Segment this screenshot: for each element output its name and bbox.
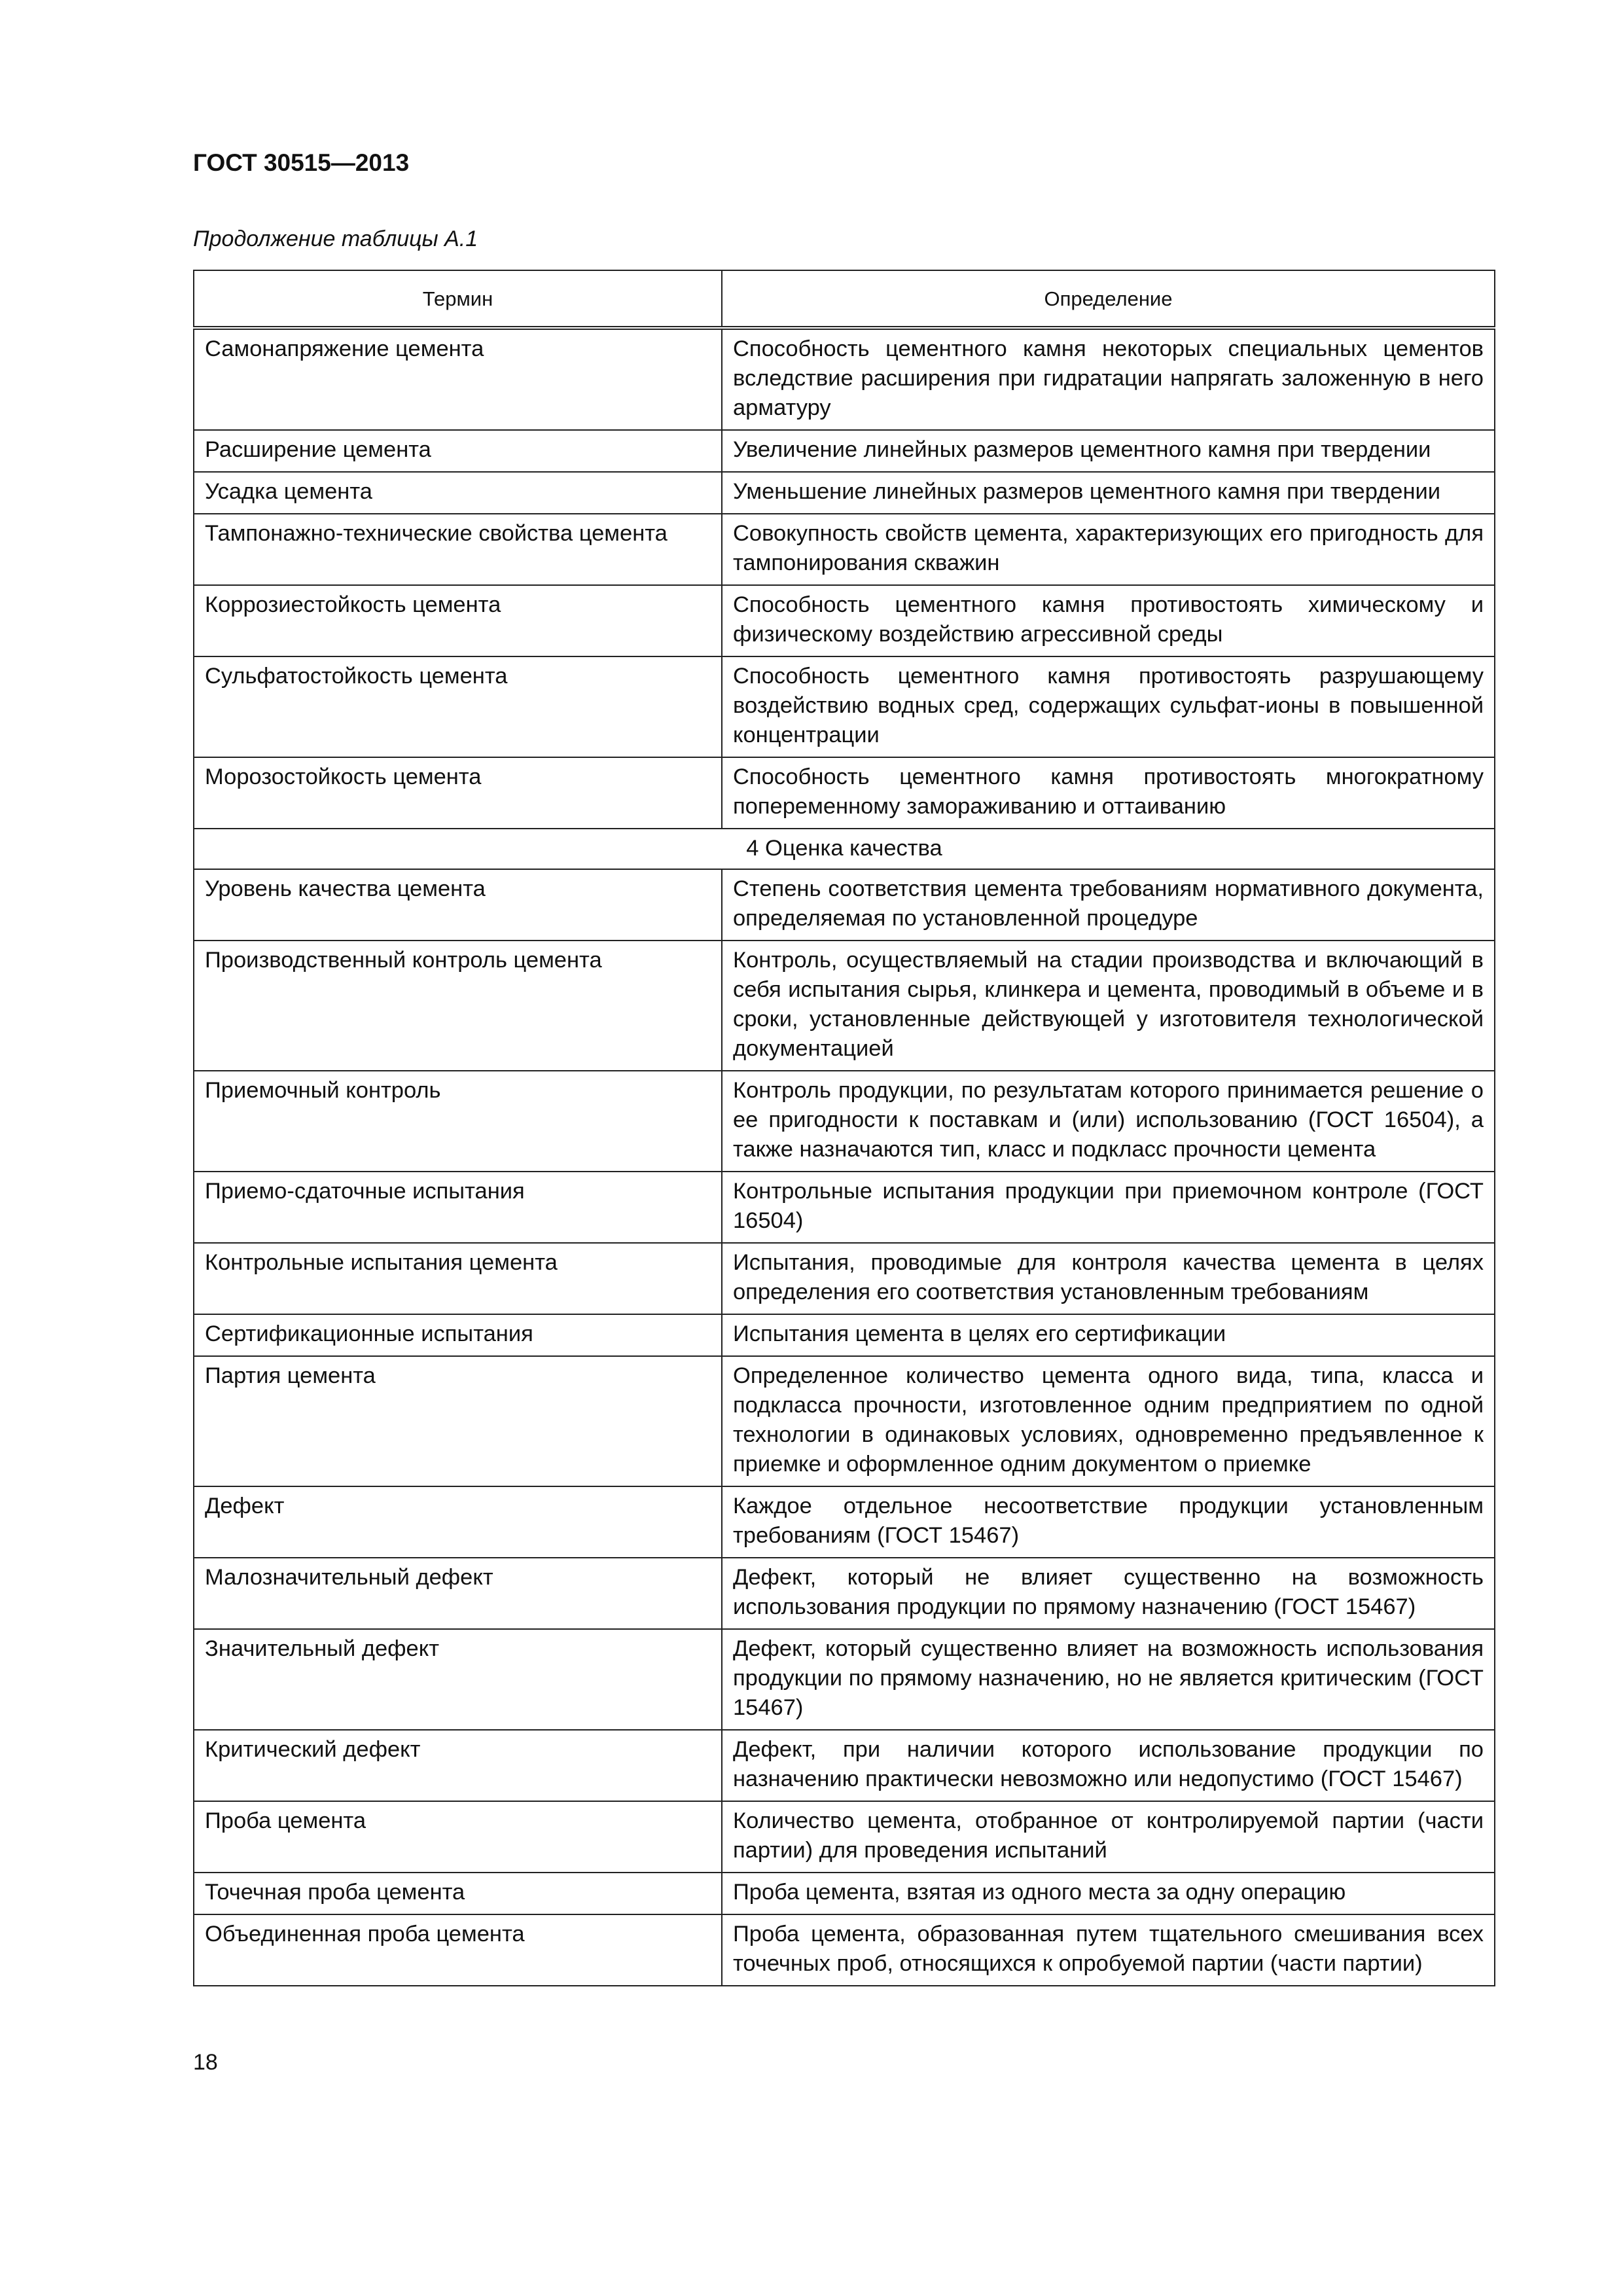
table-row [194,1873,1495,1914]
table-row [194,585,1495,656]
section-row [194,829,1495,869]
definition-cell: Определенное количество цемента одного вида, типа, класса и подкласса прочности, изготовленное одним предприятием по одной технологии в одинаковых условиях, одновременно предъявленное к приемке и оформленное одним документом о приемке [722,1356,1495,1486]
term-cell: Усадка цемента [194,472,722,514]
definition-cell: Проба цемента, образованная путем тщательного смешивания всех точечных проб, относящихся к опробуемой партии (части партии) [722,1914,1495,1986]
table-row [194,328,1495,430]
term-cell: Самонапряжение цемента [194,328,722,430]
term-cell: Объединенная проба цемента [194,1914,722,1986]
definition-cell: Способность цементного камня противостоять химическому и физическому воздействию агрессивной среды [722,585,1495,656]
definition-cell: Каждое отдельное несоответствие продукции установленным требованиям (ГОСТ 15467) [722,1486,1495,1558]
definition-cell: Контрольные испытания продукции при приемочном контроле (ГОСТ 16504) [722,1172,1495,1243]
term-cell: Значительный дефект [194,1629,722,1730]
definition-cell: Дефект, при наличии которого использование продукции по назначению практически невозможно или недопустимо (ГОСТ 15467) [722,1730,1495,1801]
table-row [194,1314,1495,1356]
terms-table [193,270,1495,1986]
table-row [194,472,1495,514]
term-cell: Сульфатостойкость цемента [194,656,722,757]
term-cell: Расширение цемента [194,430,722,472]
term-cell: Приемочный контроль [194,1071,722,1172]
term-cell: Партия цемента [194,1356,722,1486]
term-cell: Малозначительный дефект [194,1558,722,1629]
table-row [194,1356,1495,1486]
table-row [194,1801,1495,1873]
definition-cell: Уменьшение линейных размеров цементного камня при твердении [722,472,1495,514]
definition-cell: Контроль продукции, по результатам которого принимается решение о ее пригодности к поставкам и (или) использованию (ГОСТ 16504), а также назначаются тип, класс и подкласс прочности цемента [722,1071,1495,1172]
table-row [194,1486,1495,1558]
section-heading: 4 Оценка качества [194,829,1495,869]
definition-cell: Дефект, который не влияет существенно на возможность использования продукции по прямому назначению (ГОСТ 15467) [722,1558,1495,1629]
table-row [194,941,1495,1071]
definition-cell: Испытания цемента в целях его сертификации [722,1314,1495,1356]
definition-cell: Степень соответствия цемента требованиям нормативного документа, определяемая по установленной процедуре [722,869,1495,941]
table-row [194,1629,1495,1730]
definition-cell: Совокупность свойств цемента, характеризующих его пригодность для тампонирования скважин [722,514,1495,585]
table-header-row [194,270,1495,328]
term-cell: Дефект [194,1486,722,1558]
table-row [194,869,1495,941]
table-row [194,656,1495,757]
document-code: ГОСТ 30515—2013 [193,149,410,176]
term-cell: Критический дефект [194,1730,722,1801]
page-number: 18 [193,2050,218,2075]
header-term: Термин [194,270,722,328]
term-cell: Уровень качества цемента [194,869,722,941]
definition-cell: Проба цемента, взятая из одного места за одну операцию [722,1873,1495,1914]
term-cell: Проба цемента [194,1801,722,1873]
table-row [194,1730,1495,1801]
term-cell: Тампонажно-технические свойства цемента [194,514,722,585]
table-row [194,1558,1495,1629]
definition-cell: Дефект, который существенно влияет на возможность использования продукции по прямому назначению, но не является критическим (ГОСТ 15467) [722,1629,1495,1730]
table-row [194,1914,1495,1986]
term-cell: Коррозиестойкость цемента [194,585,722,656]
term-cell: Морозостойкость цемента [194,757,722,829]
table-row [194,430,1495,472]
definition-cell: Контроль, осуществляемый на стадии производства и включающий в себя испытания сырья, клинкера и цемента, проводимый в объеме и в сроки, установленные действующей у изготовителя технологической документацией [722,941,1495,1071]
table-row [194,1071,1495,1172]
definition-cell: Способность цементного камня противостоять разрушающему воздействию водных сред, содержащих сульфат-ионы в повышенной концентрации [722,656,1495,757]
table-row [194,757,1495,829]
table-row [194,514,1495,585]
definition-cell: Способность цементного камня противостоять многократному попеременному замораживанию и оттаиванию [722,757,1495,829]
term-cell: Контрольные испытания цемента [194,1243,722,1314]
term-cell: Производственный контроль цемента [194,941,722,1071]
header-definition: Определение [722,270,1495,328]
table-row [194,1172,1495,1243]
term-cell: Сертификационные испытания [194,1314,722,1356]
definition-cell: Количество цемента, отобранное от контролируемой партии (части партии) для проведения испытаний [722,1801,1495,1873]
table-row [194,1243,1495,1314]
definition-cell: Испытания, проводимые для контроля качества цемента в целях определения его соответствия установленным требованиям [722,1243,1495,1314]
definition-cell: Способность цементного камня некоторых специальных цементов вследствие расширения при гидратации напрягать заложенную в него арматуру [722,328,1495,430]
table-caption: Продолжение таблицы А.1 [193,226,478,251]
term-cell: Приемо-сдаточные испытания [194,1172,722,1243]
table-body [194,328,1495,1986]
definition-cell: Увеличение линейных размеров цементного камня при твердении [722,430,1495,472]
term-cell: Точечная проба цемента [194,1873,722,1914]
